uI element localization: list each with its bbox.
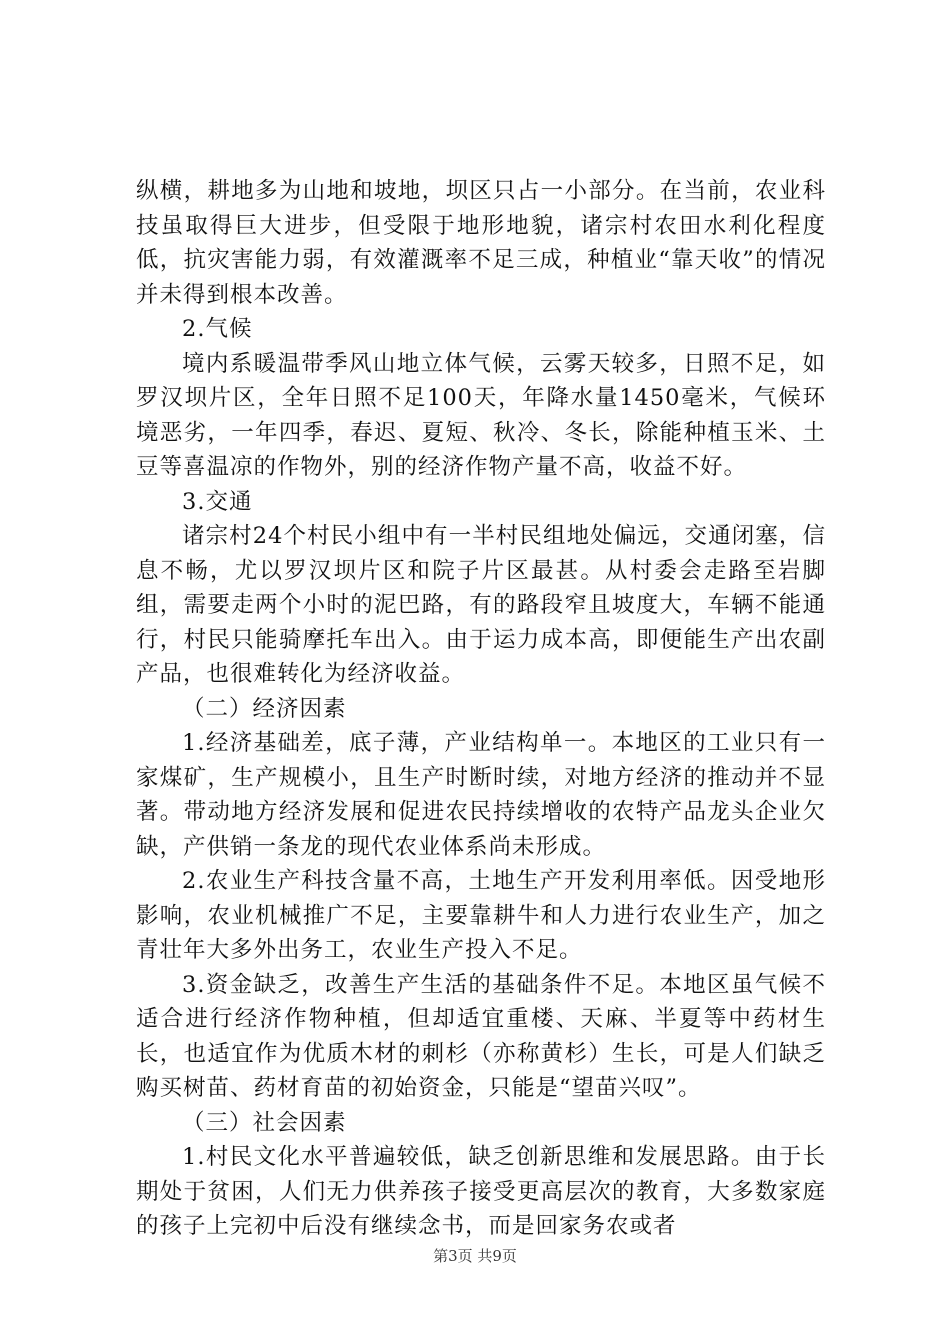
document-body (136, 174, 826, 1244)
paragraph-terrain-continued: 纵横，耕地多为山地和坡地，坝区只占一小部分。在当前，农业科技虽取得巨大进步，但受限于地形地貌，诸宗村农田水利化程度低，抗灾害能力弱，有效灌溉率不足三成，种植业“靠天收”的情况并未得到根本改善。 (136, 178, 826, 308)
paragraph-traffic: 诸宗村24个村民小组中有一半村民组地处偏远，交通闭塞，信息不畅，尤以罗汉坝片区和院子片区最甚。从村委会走路至岩脚组，需要走两个小时的泥巴路，有的路段窄且坡度大，车辆不能通行，村民只能骑摩托车出入。由于运力成本高，即便能生产出农副产品，也很难转化为经济收益。 (136, 523, 826, 687)
section-heading-economic: （二）经济因素 (182, 695, 347, 722)
page-number: 第3页 共9页 (433, 1247, 517, 1265)
section-heading-social: （三）社会因素 (182, 1109, 347, 1136)
paragraph-economic-1: 1.经济基础差，底子薄，产业结构单一。本地区的工业只有一家煤矿，生产规模小，且生产时断时续，对地方经济的推动并不显著。带动地方经济发展和促进农民持续增收的农特产品龙头企业欠缺，产供销一条龙的现代农业体系尚未形成。 (136, 730, 826, 860)
page-footer (0, 1245, 950, 1266)
paragraph-social-1: 1.村民文化水平普遍较低，缺乏创新思维和发展思路。由于长期处于贫困，人们无力供养孩子接受更高层次的教育，大多数家庭的孩子上完初中后没有继续念书，而是回家务农或者 (136, 1144, 826, 1239)
paragraph-economic-3: 3.资金缺乏，改善生产生活的基础条件不足。本地区虽气候不适合进行经济作物种植，但却适宜重楼、天麻、半夏等中药材生长，也适宜作为优质木材的刺杉（亦称黄杉）生长，可是人们缺乏购买树苗、药材育苗的初始资金，只能是“望苗兴叹”。 (136, 971, 826, 1101)
paragraph-climate: 境内系暖温带季风山地立体气候，云雾天较多，日照不足，如罗汉坝片区，全年日照不足100天，年降水量1450毫米，气候环境恶劣，一年四季，春迟、夏短、秋冷、冬长，除能种植玉米、土豆等喜温凉的作物外，别的经济作物产量不高，收益不好。 (136, 350, 826, 480)
paragraph-economic-2: 2.农业生产科技含量不高，土地生产开发利用率低。因受地形影响，农业机械推广不足，主要靠耕牛和人力进行农业生产，加之青壮年大多外出务工，农业生产投入不足。 (136, 868, 826, 963)
subheading-traffic: 3.交通 (182, 488, 253, 515)
subheading-climate: 2.气候 (182, 316, 253, 342)
